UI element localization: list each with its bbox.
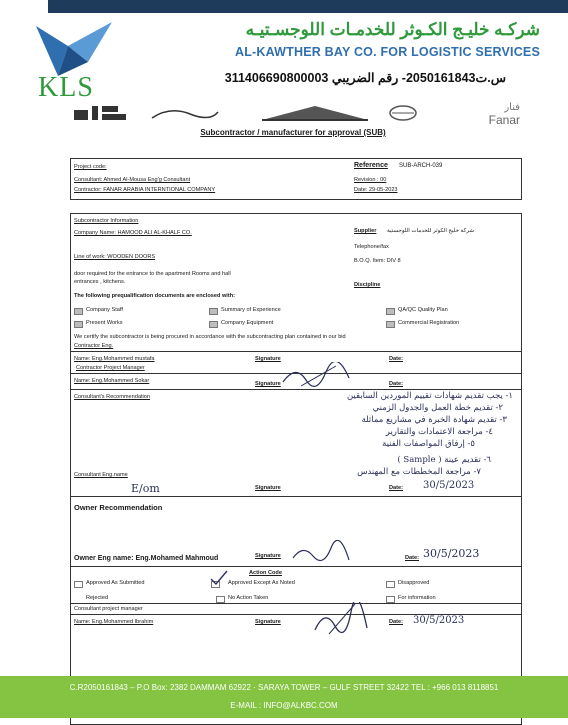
handwritten-note-2: ٢- تقديم خطة العمل والجدول الزمني <box>372 403 503 413</box>
action-rejected: Rejected <box>86 595 109 601</box>
boq-item: B.O.Q. Item: DIV 8 <box>354 258 401 264</box>
contractor-pm-heading: Contractor Project Manager <box>76 365 145 371</box>
signature-label-1: Signature <box>255 356 281 362</box>
handwritten-note-1: ١- يجب تقديم شهادات تقييم الموردين السابقين <box>346 391 513 401</box>
date-label-5: Date: <box>389 619 403 625</box>
cr-tax-line: س.ت2050161843- رقم الضريبي 311406690800003 <box>224 71 506 85</box>
pm-date-handwritten: 30/5/2023 <box>413 615 465 626</box>
checkbox-disapproved[interactable] <box>386 581 395 588</box>
consultant-date-handwritten: 30/5/2023 <box>423 480 475 491</box>
company-name: Company Name: HAMOOD ALI AL-KHALF CO. <box>74 230 192 236</box>
doc-company-equipment: Company Equipment <box>221 320 274 326</box>
certify-text: We certify the subcontractor is being procured in accordance with the subcontracting plan contained in our bid <box>74 334 346 340</box>
supplier-value: شركة خليج الكوثر للخدمات اللوجستية <box>387 228 475 234</box>
fanar-english: Fanar <box>488 113 520 127</box>
scope-line-1: door required for the entrance to the apartment Rooms and hall <box>74 271 231 277</box>
consultant-pm-heading: Consultant project manager <box>74 606 143 612</box>
discipline-label: Discipline <box>354 282 381 288</box>
partner-logo-2-icon <box>150 104 220 122</box>
divider <box>71 389 521 390</box>
reference-value: SUB-ARCH-039 <box>399 163 443 169</box>
reference-label: Reference <box>354 162 388 169</box>
doc-company-staff: Company Staff <box>86 307 123 313</box>
form-date: Date: 29-05-2023 <box>354 187 398 193</box>
checkbox-summary-experience[interactable] <box>209 308 218 315</box>
action-for-information: For information <box>398 595 436 601</box>
consultant-line: Consultant: Ahmed Al-Mousa Eng'g Consultant <box>74 177 191 183</box>
line-of-work: Line of work: WOODEN DOORS <box>74 254 156 260</box>
fanar-emblem-icon <box>388 104 418 122</box>
contractor-pm-name: Name: Eng.Mohammed Sokar <box>74 378 150 384</box>
divider <box>71 603 521 604</box>
date-label-2: Date: <box>389 381 403 387</box>
doc-commercial-registration: Commercial Registration <box>398 320 460 326</box>
date-label-1: Date: <box>389 356 403 362</box>
supplier-label: Supplier <box>354 228 377 234</box>
consultant-signature: E/om <box>131 482 160 495</box>
revision: Revision : 00 <box>354 177 387 183</box>
action-code-heading: Action Code <box>249 570 282 576</box>
sub-info-heading: Subcontractor Information <box>74 218 139 224</box>
partner-logo-1-icon <box>72 104 130 122</box>
partner-logo-3-icon <box>260 104 370 122</box>
divider <box>71 351 521 352</box>
pm-signature-icon <box>311 602 371 636</box>
date-label-4: Date: <box>405 555 419 561</box>
checkbox-company-equipment[interactable] <box>209 321 218 328</box>
checkbox-qa-qc[interactable] <box>386 308 395 315</box>
owner-eng-name: Owner Eng name: Eng.Mohamed Mahmoud <box>74 555 219 562</box>
footer-email: E-MAIL : INFO@ALKBC.COM <box>230 701 338 710</box>
checkbox-present-works[interactable] <box>74 321 83 328</box>
date-label-3: Date: <box>389 485 403 491</box>
handwritten-note-6: ٦- تقديم عينة ( Sample ) <box>397 455 491 465</box>
scanned-form <box>58 100 528 655</box>
checkbox-approved-as-submitted[interactable] <box>74 581 83 588</box>
handwritten-note-3: ٣- تقديم شهادة الخبرة في مشاريع مماثلة <box>361 415 507 425</box>
footer <box>0 676 568 718</box>
project-code: Project code: <box>74 164 107 170</box>
signature-label-2: Signature <box>255 381 281 387</box>
footer-address: C.R2050161843 – P.O Box: 2382 DAMMAM 62922 · SARAYA TOWER – GULF STREET 32422 TEL : +966 013 8118851 <box>69 683 499 692</box>
action-no-action-taken: No Action Taken <box>228 595 269 601</box>
checkbox-company-staff[interactable] <box>74 308 83 315</box>
scope-line-2: entrances , kitchens. <box>74 279 126 285</box>
signature-label-4: Signature <box>255 553 281 559</box>
consultant-rec-heading: Consultant's Recommendation <box>74 394 151 400</box>
signature-label-5: Signature <box>255 619 281 625</box>
action-disapproved: Disapproved <box>398 580 430 586</box>
contractor-eng-heading: Contractor Eng. <box>74 343 114 349</box>
fanar-logo <box>489 102 520 127</box>
partner-logos <box>70 100 520 126</box>
owner-date-handwritten: 30/5/2023 <box>423 547 480 560</box>
form-title: Subcontractor / manufacturer for approval (SUB) <box>200 128 386 137</box>
checkbox-for-information[interactable] <box>386 596 395 603</box>
handwritten-note-7: ٧- مراجعة المخططات مع المهندس <box>357 467 481 477</box>
doc-qa-qc: QA/QC Quality Plan <box>398 307 448 313</box>
contractor-line: Contractor: FANAR ARABIA INTERNTIONAL COMPANY <box>74 187 216 193</box>
docs-intro: The following prequalification documents are enclosed with: <box>74 293 235 299</box>
doc-summary-experience: Summary of Experience <box>221 307 281 313</box>
handwritten-note-5: ٥- إرفاق المواصفات الفنية <box>382 439 475 449</box>
owner-rec-heading: Owner Recommendation <box>74 503 163 512</box>
handwritten-note-4: ٤- مراجعة الاعتمادات والتقارير <box>385 427 493 437</box>
divider <box>71 496 521 497</box>
signature-scribble-icon <box>281 362 351 388</box>
logo-text: KLS <box>38 72 94 103</box>
company-name-arabic: شركـه خليـج الكـوثر للخدمـات اللوجسـتيـه <box>245 20 540 39</box>
telephone-label: Telephone/fax <box>354 244 389 250</box>
action-approved-except-noted: Approved Except As Noted <box>228 580 295 586</box>
consultant-pm-name: Name: Eng.Mohammed Ibrahim <box>74 619 154 625</box>
subcontractor-box <box>70 213 522 725</box>
consultant-eng-label: Consultant Eng.name <box>74 472 128 478</box>
project-info-box <box>70 158 522 200</box>
company-name-english: AL-KAWTHER BAY CO. FOR LOGISTIC SERVICES <box>234 45 540 59</box>
action-approved-as-submitted: Approved As Submitted <box>86 580 145 586</box>
owner-signature-icon <box>291 540 351 564</box>
doc-present-works: Present Works <box>86 320 123 326</box>
divider <box>71 566 521 567</box>
contractor-eng-name: Name: Eng.Mohammed mustafa <box>74 356 155 362</box>
top-accent-bar <box>48 0 568 13</box>
checkbox-commercial-registration[interactable] <box>386 321 395 328</box>
fanar-arabic: فنار <box>504 102 520 113</box>
checkbox-no-action-taken[interactable] <box>216 596 225 603</box>
signature-label-3: Signature <box>255 485 281 491</box>
checkmark-icon <box>209 570 229 586</box>
